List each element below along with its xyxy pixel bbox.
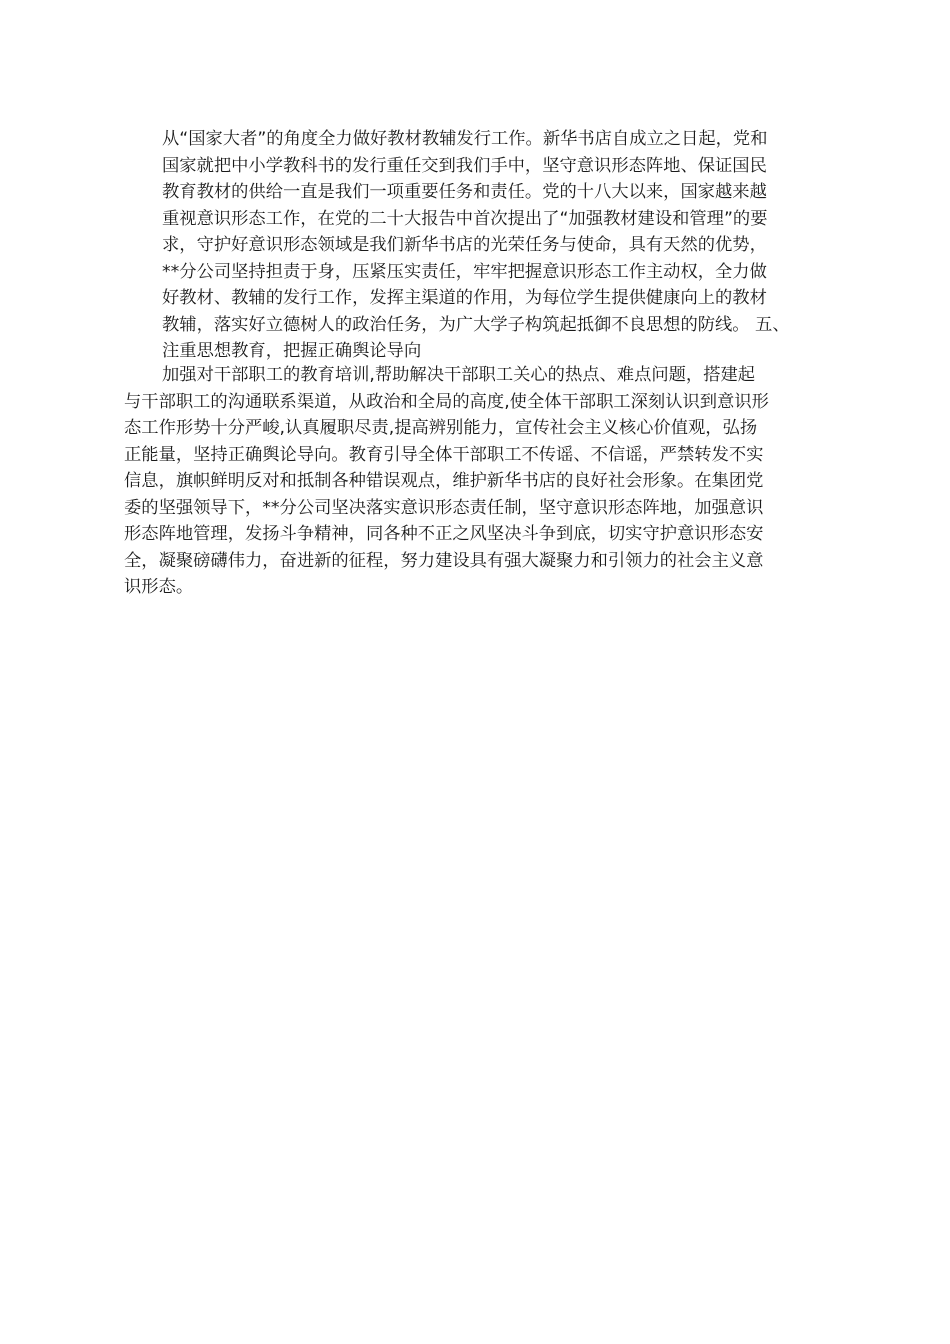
text-line: 求，守护好意识形态领域是我们新华书店的光荣任务与使命，具有天然的优势， bbox=[162, 235, 767, 255]
text-line: 全，凝聚磅礴伟力，奋进新的征程，努力建设具有强大凝聚力和引领力的社会主义意 bbox=[124, 550, 764, 571]
text-line: **分公司坚持担责于身，压紧压实责任，牢牢把握意识形态工作主动权，全力做 bbox=[162, 261, 767, 282]
text-line: 与干部职工的沟通联系渠道，从政治和全局的高度,使全体干部职工深刻认识到意识形 bbox=[124, 391, 769, 412]
section-heading-line: 注重思想教育，把握正确舆论导向 bbox=[162, 341, 422, 361]
text-line: 教育教材的供给一直是我们一项重要任务和责任。党的十八大以来，国家越来越 bbox=[162, 182, 767, 202]
text-line: 形态阵地管理，发扬斗争精神，同各种不正之风坚决斗争到底，切实守护意识形态安 bbox=[124, 524, 764, 544]
paragraph-staff-education bbox=[124, 362, 844, 601]
text-line: 态工作形势十分严峻,认真履职尽责,提高辨别能力，宣传社会主义核心价值观，弘扬 bbox=[124, 418, 758, 438]
text-line: 委的坚强领导下，**分公司坚决落实意识形态责任制，坚守意识形态阵地，加强意识 bbox=[124, 497, 764, 518]
text-line: 信息，旗帜鲜明反对和抵制各种错误观点，维护新华书店的良好社会形象。在集团党 bbox=[124, 471, 764, 491]
text-line: 正能量，坚持正确舆论导向。教育引导全体干部职工不传谣、不信谣，严禁转发不实 bbox=[124, 444, 764, 465]
text-line: 国家就把中小学教科书的发行重任交到我们手中，坚守意识形态阵地、保证国民 bbox=[162, 155, 767, 176]
text-line: 重视意识形态工作，在党的二十大报告中首次提出了“加强教材建设和管理”的要 bbox=[162, 208, 768, 229]
text-line: 识形态。 bbox=[124, 577, 194, 597]
text-line: 教辅，落实好立德树人的政治任务，为广大学子构筑起抵御不良思想的防线。 五、 bbox=[162, 314, 790, 335]
text-line: 从“国家大者”的角度全力做好教材教辅发行工作。新华书店自成立之日起，党和 bbox=[162, 129, 768, 149]
text-line: 好教材、教辅的发行工作，发挥主渠道的作用，为每位学生提供健康向上的教材 bbox=[162, 288, 767, 308]
paragraph-education-materials bbox=[162, 126, 862, 365]
text-line: 加强对干部职工的教育培训,帮助解决干部职工关心的热点、难点问题，搭建起 bbox=[162, 365, 756, 385]
